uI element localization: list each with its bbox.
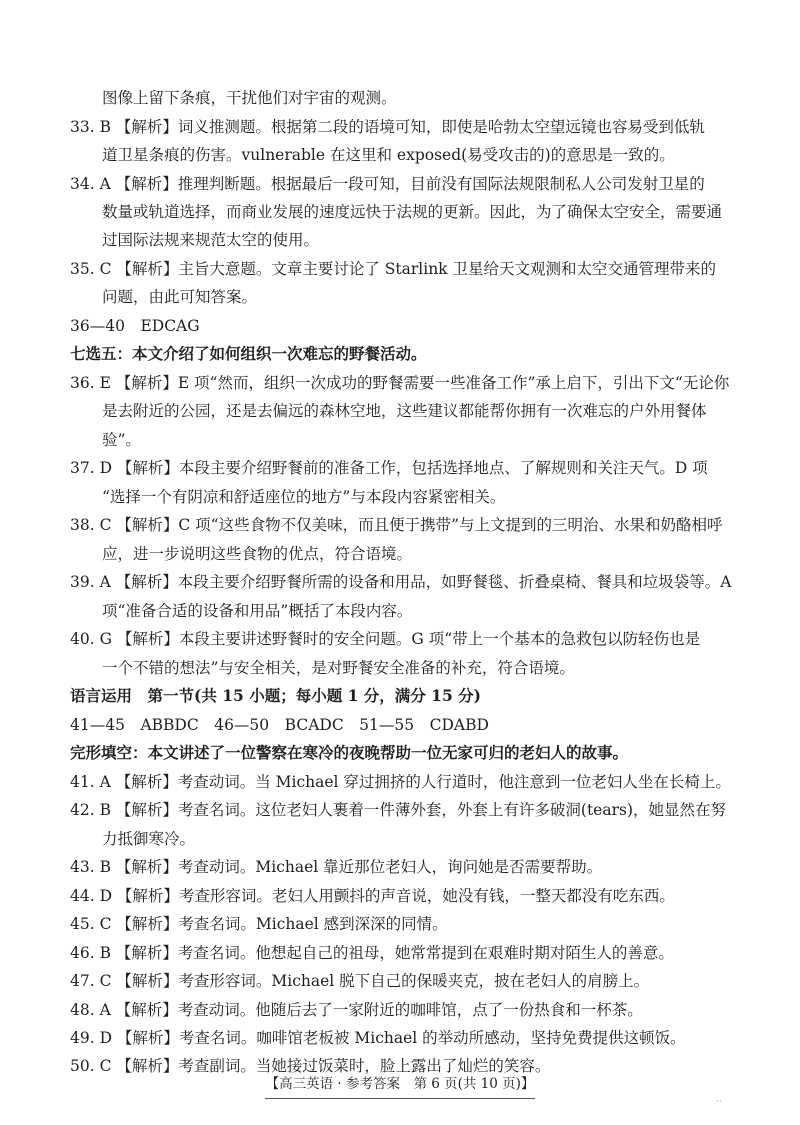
- text-line: 验”。: [102, 431, 141, 449]
- answer-48: 48. A 【解析】考查动词。他随后去了一家附近的咖啡馆，点了一份热食和一杯茶。: [70, 1001, 643, 1019]
- answer-46: 46. B 【解析】考查名词。他想起自己的祖母，她常常提到在艰难时期对陌生人的善意。: [70, 944, 674, 962]
- section-heading-seven-choose-five: 七选五：本文介绍了如何组织一次难忘的野餐活动。: [70, 344, 427, 363]
- answer-key-36-40: 36—40 EDCAG: [70, 317, 200, 335]
- text-line: 力抵御寒冷。: [102, 830, 196, 848]
- text-line: 项“准备合适的设备和用品”概括了本段内容。: [102, 602, 413, 620]
- page-footer: 【高三英语 · 参考答案 第 6 页(共 10 页)】: [265, 1076, 535, 1092]
- answer-38: 38. C 【解析】C 项“这些食物不仅美味，而且便于携带”与上文提到的三明治、水果和奶酪相呼: [70, 516, 723, 534]
- answer-35: 35. C 【解析】主旨大意题。文章主要讨论了 Starlink 卫星给天文观测和太空交通管理带来的: [70, 260, 717, 278]
- text-line: 应，进一步说明这些食物的优点，符合语境。: [102, 545, 413, 563]
- answer-47: 47. C 【解析】考查形容词。Michael 脱下自己的保暖夹克，披在老妇人的肩膀上。: [70, 972, 650, 990]
- text-line: “选择一个有阴凉和舒适座位的地方”与本段内容紧密相关。: [102, 488, 506, 506]
- answer-45: 45. C 【解析】考查名词。Michael 感到深深的同情。: [70, 915, 448, 933]
- answer-34: 34. A 【解析】推理判断题。根据最后一段可知，目前没有国际法规限制私人公司发射卫星的: [70, 175, 705, 193]
- text-line: 道卫星条痕的伤害。vulnerable 在这里和 exposed(易受攻击的)的意思是一致的。: [102, 146, 675, 164]
- text-line: 问题，由此可知答案。: [102, 288, 258, 306]
- text-line: 图像上留下条痕，干扰他们对宇宙的观测。: [102, 89, 397, 107]
- text-line: 一个不错的想法”与安全相关，是对野餐安全准备的补充，符合语境。: [102, 659, 575, 677]
- answer-36: 36. E 【解析】E 项“然而，组织一次成功的野餐需要一些准备工作”承上启下，引出下文“无论你: [70, 374, 730, 392]
- answer-33: 33. B 【解析】词义推测题。根据第二段的语境可知，即使是哈勃太空望远镜也容易受到低轨: [70, 118, 705, 136]
- answer-44: 44. D 【解析】考查形容词。老妇人用颤抖的声音说，她没有钱，一整天都没有吃东西。: [70, 887, 675, 905]
- answer-37: 37. D 【解析】本段主要介绍野餐前的准备工作，包括选择地点、了解规则和关注天气。D 项: [70, 459, 708, 477]
- footer-divider: [265, 1098, 535, 1099]
- text-line: 是去附近的公园，还是去偏远的森林空地，这些建议都能帮你拥有一次难忘的户外用餐体: [102, 402, 707, 420]
- answer-40: 40. G 【解析】本段主要讲述野餐时的安全问题。G 项“带上一个基本的急救包以防轻伤也是: [70, 630, 701, 648]
- answer-41: 41. A 【解析】考查动词。当 Michael 穿过拥挤的人行道时，他注意到一位老妇人坐在长椅上。: [70, 773, 731, 791]
- section-heading-language-use: 语言运用 第一节(共 15 小题；每小题 1 分，满分 15 分): [70, 686, 481, 705]
- text-line: 数量或轨道选择，而商业发展的速度远快于法规的更新。因此，为了确保太空安全，需要通: [102, 203, 723, 221]
- corner-mark: ··: [716, 1097, 722, 1107]
- answer-49: 49. D 【解析】考查名词。咖啡馆老板被 Michael 的举动所感动，坚持免费提供这顿饭。: [70, 1029, 686, 1047]
- answer-50: 50. C 【解析】考查副词。当她接过饭菜时，脸上露出了灿烂的笑容。: [70, 1057, 551, 1075]
- text-line: 过国际法规来规范太空的使用。: [102, 231, 320, 249]
- answer-43: 43. B 【解析】考查动词。Michael 靠近那位老妇人，询问她是否需要帮助。: [70, 858, 603, 876]
- section-heading-cloze: 完形填空：本文讲述了一位警察在寒冷的夜晚帮助一位无家可归的老妇人的故事。: [70, 743, 629, 762]
- answer-39: 39. A 【解析】本段主要介绍野餐所需的设备和用品，如野餐毯、折叠桌椅、餐具和垃圾袋等。A: [70, 573, 732, 591]
- answer-42: 42. B 【解析】考查名词。这位老妇人裹着一件薄外套，外套上有许多破洞(tears)，她显然在努: [70, 801, 726, 819]
- answer-key-41-55: 41—45 ABBDC 46—50 BCADC 51—55 CDABD: [70, 716, 489, 734]
